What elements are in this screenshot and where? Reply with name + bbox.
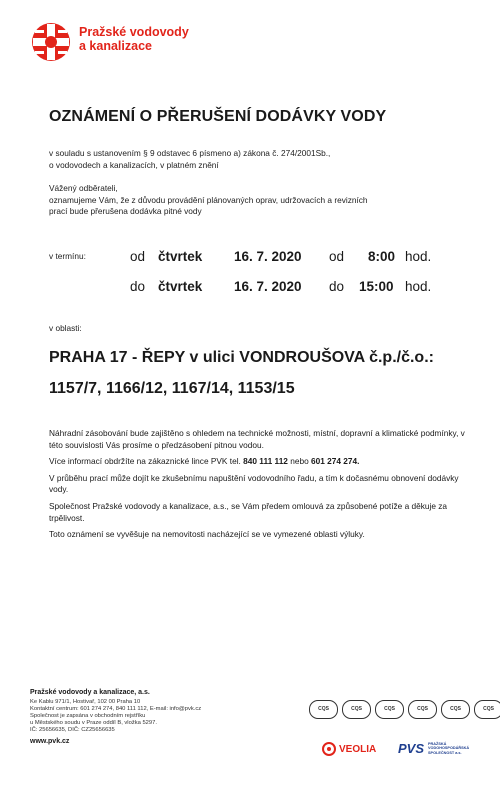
pvs-logo bbox=[398, 741, 478, 756]
term-to-unit: hod. bbox=[405, 279, 432, 294]
veolia-emblem-icon bbox=[322, 742, 336, 756]
contact-text: Více informací obdržíte na zákaznické lince PVK tel. bbox=[49, 456, 241, 467]
contact-phone-1: 840 111 112 bbox=[243, 456, 288, 467]
logo-wordmark bbox=[79, 25, 189, 53]
term-to-day: čtvrtek bbox=[158, 279, 203, 294]
body-paragraph-apology: Společnost Pražské vodovody a kanalizace, a.s., se Vám předem omlouvá za způsobené potíže a děkuje za trpělivost. bbox=[49, 500, 448, 523]
certification-badge-icon: CQS bbox=[474, 700, 500, 719]
term-to-time: 15:00 bbox=[359, 279, 394, 294]
pvs-mark: PVS bbox=[398, 741, 425, 756]
certification-badge-icon: CQS bbox=[375, 700, 404, 719]
term-to-date: 16. 7. 2020 bbox=[234, 279, 302, 294]
term-from-date: 16. 7. 2020 bbox=[234, 249, 302, 264]
contact-phone-2: 601 274 274. bbox=[311, 456, 360, 467]
term-label: v termínu: bbox=[49, 251, 86, 261]
area-house-numbers: 1157/7, 1166/12, 1167/14, 1153/15 bbox=[49, 380, 295, 397]
body-paragraph-posting: Toto oznámení se vyvěšuje na nemovitosti nacházející se ve vymezené oblasti výluky. bbox=[49, 529, 365, 540]
legal-line-1: v souladu s ustanovením § 9 odstavec 6 písmeno a) zákona č. 274/2001Sb., bbox=[49, 148, 331, 158]
footer-line: Kontaktní centrum: 601 274 274, 840 111 112, E-mail: info@pvk.cz bbox=[30, 706, 202, 713]
veolia-logo bbox=[322, 742, 376, 756]
certification-badge-icon: CQS bbox=[441, 700, 470, 719]
body-paragraph-refill: V průběhu prací může dojít ke zkušebnímu napuštění vodovodního řadu, a tím k dočasnému obnovení dodávky vody. bbox=[49, 472, 459, 495]
greeting-line-2: oznamujeme Vám, že z důvodu provádění plánovaných oprav, udržovacích a revizních bbox=[49, 194, 368, 205]
veolia-wordmark: VEOLIA bbox=[339, 743, 377, 755]
certification-badge-icon: CQS bbox=[309, 700, 338, 719]
pvk-logo bbox=[30, 21, 189, 63]
term-to-prefix: do bbox=[130, 279, 146, 294]
area-street: PRAHA 17 - ŘEPY v ulici VONDROUŠOVA č.p./č.o.: bbox=[49, 349, 434, 366]
footer-line: u Městského soudu v Praze oddíl B, vložka 5297. bbox=[30, 720, 157, 727]
page-title: OZNÁMENÍ O PŘERUŠENÍ DODÁVKY VODY bbox=[49, 108, 387, 125]
logo-line-1: Pražské vodovody bbox=[79, 25, 189, 39]
body-paragraph-contact bbox=[49, 456, 469, 468]
term-to-prep: do bbox=[329, 279, 345, 294]
term-from-time: 8:00 bbox=[368, 249, 396, 264]
footer-company: Pražské vodovody a kanalizace, a.s. bbox=[30, 689, 150, 696]
logo-line-2: a kanalizace bbox=[79, 39, 152, 53]
area-label: v oblasti: bbox=[49, 323, 82, 333]
footer-line: Ke Kablu 971/1, Hostivař, 102 00 Praha 10 bbox=[30, 699, 141, 705]
greeting-line-3: prací bude přerušena dodávka pitné vody bbox=[49, 206, 202, 216]
footer-line: Společnost je zapsána v obchodním rejstříku bbox=[30, 713, 146, 720]
legal-line-2: o vodovodech a kanalizacích, v platném znění bbox=[49, 159, 219, 170]
term-from-prefix: od bbox=[130, 249, 146, 264]
notice-body bbox=[49, 428, 469, 546]
legal-reference bbox=[49, 148, 429, 171]
pvk-emblem-icon bbox=[30, 21, 72, 63]
footer-line: IČ: 25656635, DIČ: CZ25656635 bbox=[30, 727, 115, 734]
certification-badge-icon: CQS bbox=[342, 700, 371, 719]
certification-badges bbox=[309, 700, 500, 719]
footer-website: www.pvk.cz bbox=[30, 738, 70, 746]
term-from-day: čtvrtek bbox=[158, 249, 203, 264]
term-from-unit: hod. bbox=[405, 249, 432, 264]
greeting-block bbox=[49, 183, 469, 218]
pvs-text: PRAŽSKÁ VODOHOSPODÁŘSKÁ SPOLEČNOST a.s. bbox=[428, 741, 470, 755]
body-paragraph-supply: Náhradní zásobování bude zajištěno s ohledem na technické možnosti, místní, dopravní a klimatické podmínky, v této souvislosti Vás prosíme o předzásobení pitnou vodou. bbox=[49, 428, 465, 450]
term-from-prep: od bbox=[329, 249, 345, 264]
certification-badge-icon: CQS bbox=[408, 700, 437, 719]
greeting-line-1: Vážený odběrateli, bbox=[49, 183, 118, 193]
contact-or: nebo bbox=[290, 456, 309, 467]
footer-contact bbox=[30, 689, 280, 745]
